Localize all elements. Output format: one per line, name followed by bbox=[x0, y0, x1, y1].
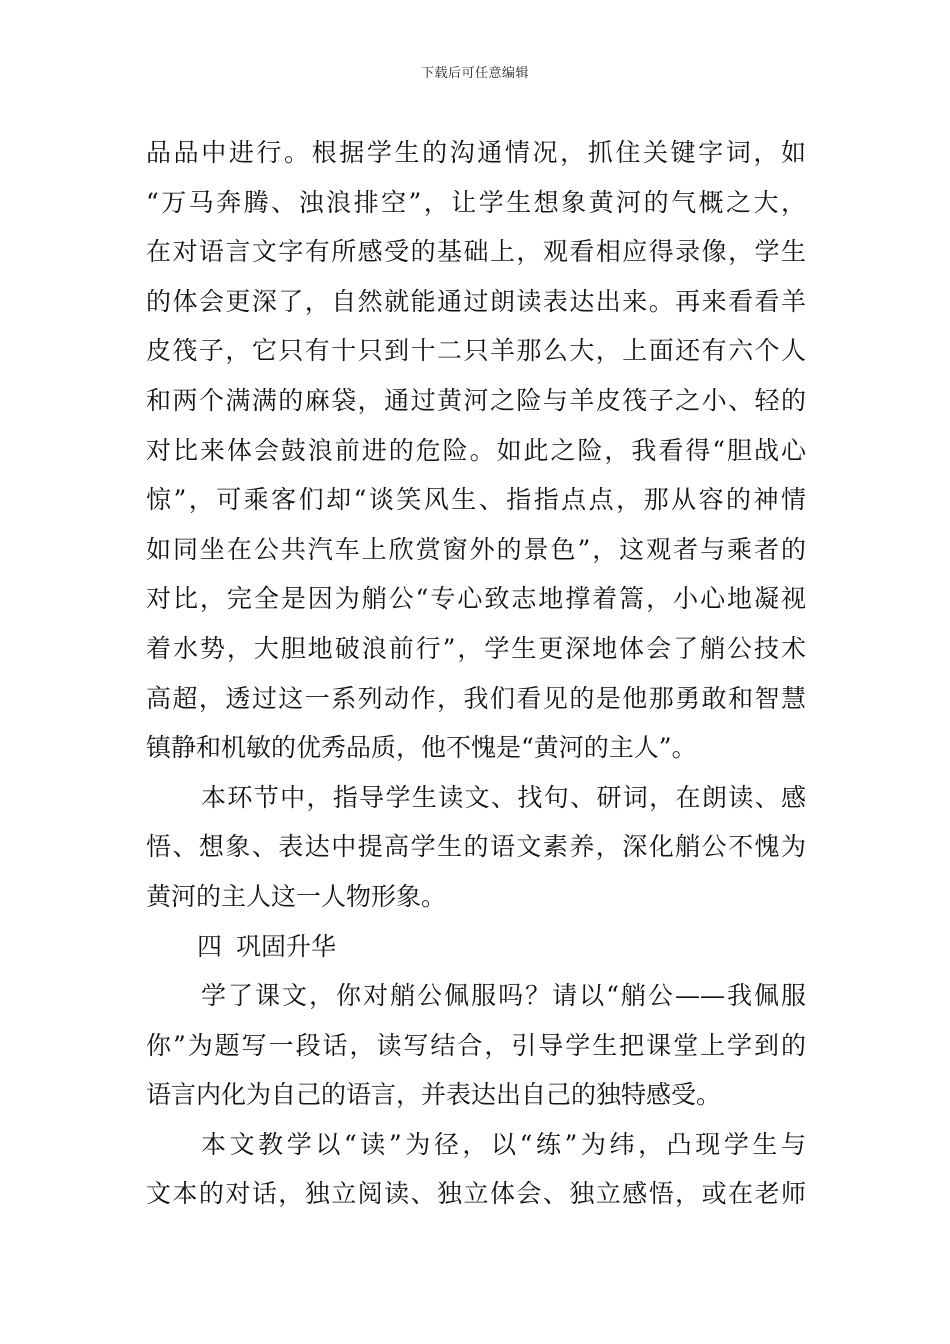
text-line: 黄河的主人这一人物形象。 bbox=[146, 881, 447, 911]
text-line: 你”为题写一段话，读写结合，引导学生把课堂上学到的 bbox=[146, 1030, 806, 1060]
text-line: 镇静和机敏的优秀品质，他不愧是“黄河的主人”。 bbox=[146, 733, 697, 763]
text-line: 对比，完全是因为艄公“专心致志地撑着篙，小心地凝视 bbox=[146, 584, 806, 614]
text-line: 皮筏子，它只有十只到十二只羊那么大，上面还有六个人 bbox=[146, 336, 806, 366]
text-line: 的体会更深了，自然就能通过朗读表达出来。再来看看羊 bbox=[146, 286, 806, 316]
text-line: 如同坐在公共汽车上欣赏窗外的景色”，这观者与乘者的 bbox=[146, 534, 806, 564]
text-line: 对比来体会鼓浪前进的危险。如此之险，我看得“胆战心 bbox=[146, 435, 806, 465]
page-header: 下载后可任意编辑 bbox=[420, 66, 529, 81]
text-line: 语言内化为自己的语言，并表达出自己的独特感受。 bbox=[146, 1080, 722, 1110]
text-line: 着水势，大胆地破浪前行”，学生更深地体会了艄公技术 bbox=[146, 633, 806, 663]
text-line: 品品中进行。根据学生的沟通情况，抓住关键字词，如 bbox=[146, 138, 806, 167]
text-line: 在对语言文字有所感受的基础上，观看相应得录像，学生 bbox=[146, 237, 806, 267]
text-line: 悟、想象、表达中提高学生的语文素养，深化艄公不愧为 bbox=[146, 832, 806, 862]
text-line: 文本的对话，独立阅读、独立体会、独立感悟，或在老师 bbox=[146, 1179, 806, 1209]
section-heading: 四 巩固升华 bbox=[197, 931, 336, 961]
paragraph-start: 本文教学以“读”为径，以“练”为纬，凸现学生与 bbox=[201, 1129, 806, 1159]
text-line: 惊”，可乘客们却“谈笑风生、指指点点，那从容的神情 bbox=[146, 485, 806, 515]
paragraph-start: 学了课文，你对艄公佩服吗？请以“艄公——我佩服 bbox=[201, 981, 806, 1011]
body-text bbox=[146, 128, 806, 1219]
paragraph-start: 本环节中，指导学生读文、找句、研词，在朗读、感 bbox=[201, 782, 806, 812]
text-line: 和两个满满的麻袋，通过黄河之险与羊皮筏子之小、轻的 bbox=[146, 385, 806, 415]
text-line: 高超，透过这一系列动作，我们看见的是他那勇敢和智慧 bbox=[146, 683, 806, 713]
text-line: “万马奔腾、浊浪排空”，让学生想象黄河的气概之大， bbox=[146, 187, 806, 217]
